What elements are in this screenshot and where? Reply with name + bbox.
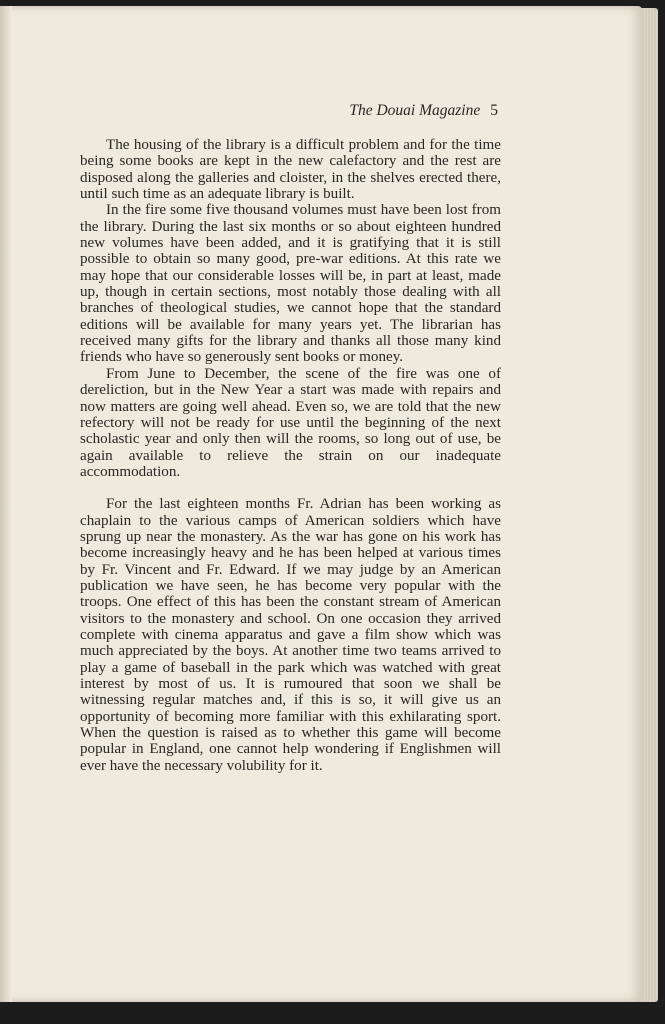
paragraph-lost-volumes: In the fire some five thousand volumes must have been lost from the library. During the last six months or so about eighteen hundred new volumes have been added, and it is gratifying that it is still possible to obtain so many good, pre-war editions. At this rate we may hope that our considerable losses will be, in part at least, made up, though in certain sections, most notably those dealing with all branches of theological studies, we cannot hope that the standard editions will be available for many years yet. The librarian has received many gifts for the library and thanks all those many kind friends who have so generously sent books or money.: [80, 202, 501, 366]
running-title: The Douai Magazine: [349, 102, 481, 119]
page-gutter: [0, 6, 12, 1002]
paragraph-chaplain: For the last eighteen months Fr. Adrian has been working as chaplain to the various camps of American soldiers which have sprung up near the monastery. As the war has gone on his work has become increasingly heavy and he has been helped at various times by Fr. Vincent and Fr. Edward. If we may judge by an American publication we have seen, he has become very popular with the troops. One effect of this has been the constant stream of American visitors to the monastery and school. On one occasion they arrived complete with cinema apparatus and gave a film show which was much appreciated by the boys. At another time two teams arrived to play a game of baseball in the park which was watched with great interest by most of us. It is rumoured that soon we shall be witnessing regular matches and, if this is so, it will give us an opportunity of becoming more familiar with this exhilarating sport. When the question is raised as to whether this game will become popular in England, one cannot help wondering if Englishmen will ever have the necessary volubility for it.: [80, 496, 501, 774]
paragraph-library-housing: The housing of the library is a difficult problem and for the time being some books are kept in the new calefactory and the rest are disposed along the galleries and cloister, in the shelves erected there, until such time as an adequate library is built.: [80, 137, 501, 203]
body-text: [80, 137, 501, 774]
page-number: 5: [490, 102, 498, 119]
paragraph-repairs: From June to December, the scene of the fire was one of dereliction, but in the New Year a start was made with repairs and now matters are going well ahead. Even so, we are told that the new refectory will not be ready for use until the beginning of the next scholastic year and only then will the rooms, so long out of use, be again available to relieve the strain on our inadequate accommodation.: [80, 365, 501, 480]
running-header: [80, 102, 498, 120]
